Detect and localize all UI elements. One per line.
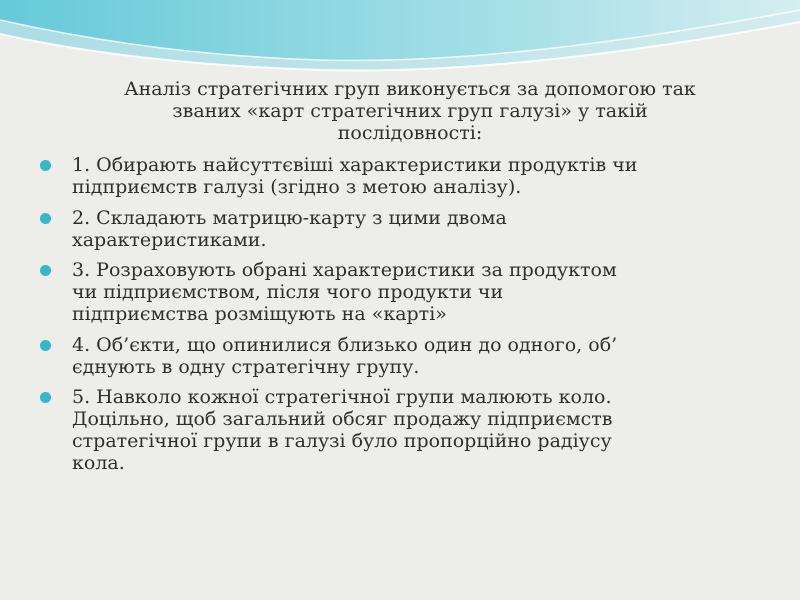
- bullet-icon: [40, 160, 51, 171]
- list-item: [38, 386, 764, 474]
- bullet-icon: [40, 392, 51, 403]
- bullet-icon: [40, 265, 51, 276]
- list-item: [38, 334, 764, 378]
- header-wave-decoration: [0, 0, 800, 90]
- list-item-text: 1. Обирають найсуттєвіші характеристики продуктів чи підприємств галузі (згідно з метою аналізу).: [72, 154, 638, 198]
- intro-text: Аналіз стратегічних груп виконується за допомогою так званих «карт стратегічних груп галузі» у такій послідовності:: [124, 78, 696, 144]
- list-item-text: 4. Об’єкти, що опинилися близько один до одного, об’ єднують в одну стратегічну групу.: [72, 333, 618, 378]
- steps-list: [38, 154, 764, 474]
- list-item-text: 5. Навколо кожної стратегічної групи малюють коло. Доцільно, щоб загальний обсяг продажу підприємств стратегічної групи в галузі було пропорційно радіусу кола.: [72, 386, 613, 474]
- list-item: [38, 207, 764, 251]
- list-item-text: 2. Складають матрицю-карту з цими двома характеристиками.: [72, 206, 507, 251]
- list-item: [38, 154, 764, 198]
- bullet-icon: [40, 340, 51, 351]
- intro-paragraph: [38, 78, 764, 144]
- list-item-text: 3. Розраховують обрані характеристики за продуктом чи підприємством, після чого продукти чи підприємства розміщують на «карті»: [72, 259, 617, 325]
- list-item: [38, 259, 764, 325]
- bullet-icon: [40, 213, 51, 224]
- slide-content: [38, 78, 764, 483]
